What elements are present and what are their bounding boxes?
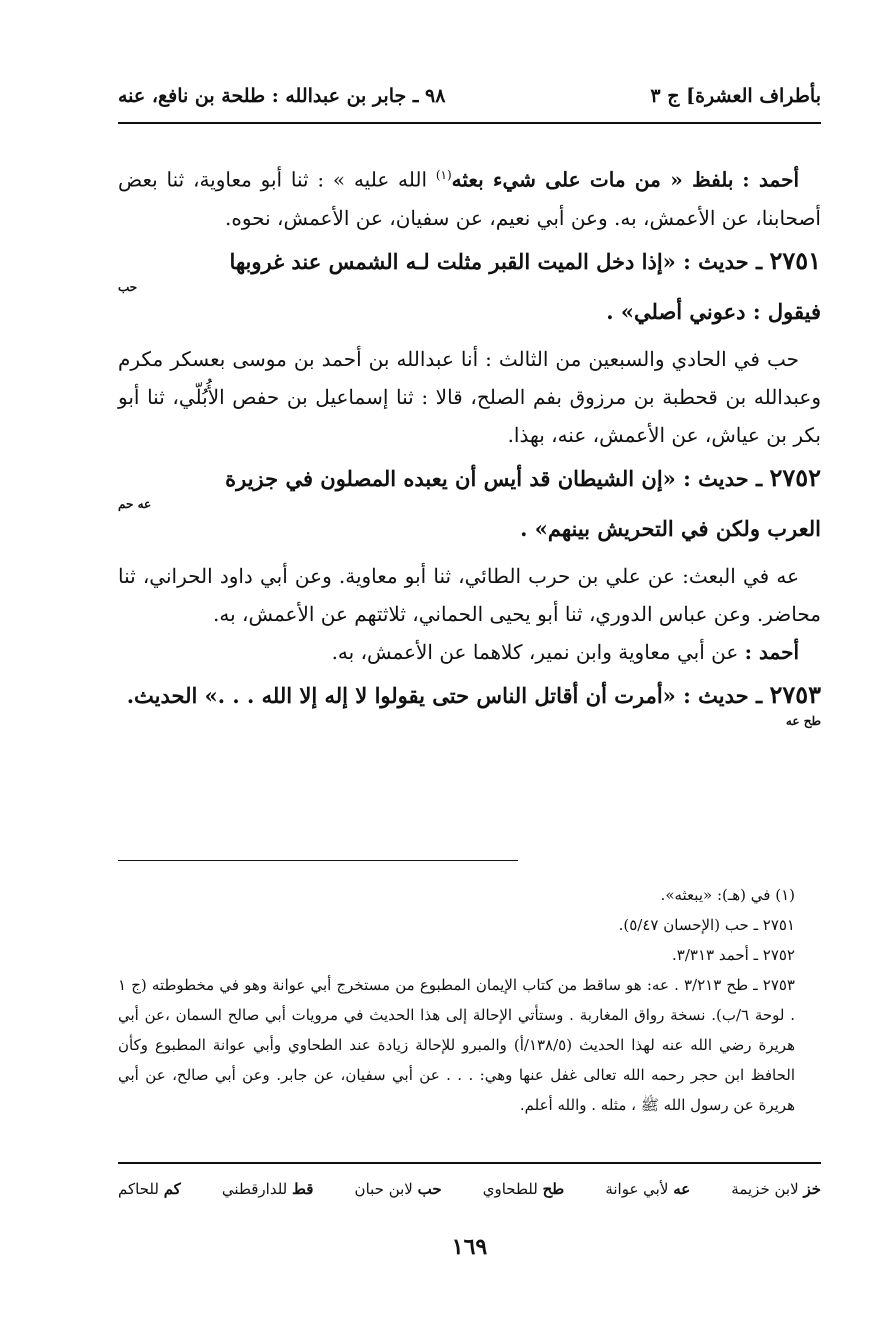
hadith-2751 [118,243,821,330]
abbreviation-item [731,1180,821,1198]
footnotes [118,880,821,1120]
abbreviation-item [355,1180,442,1198]
paragraph-text: الله عليه » : ثنا أبو معاوية، ثنا بعض أصحابنا، عن الأعمش، به. وعن أبي نعيم، عن سفيان، عن الأعمش، نحوه. [118,167,821,230]
paragraph-ahmad-2 [118,633,821,671]
abbreviation-key: حب [417,1180,442,1198]
footnote: ٢٧٥١ ـ حب (الإحسان ٥/٤٧). [618,916,795,934]
footnote: (١) في (هـ): «يبعثه». [660,886,795,904]
abbreviation-item [118,1180,181,1198]
hadith-number: ٢٧٥٣ [769,679,821,709]
paragraph-ahmad-1 [118,156,821,237]
paragraph-text: عن أبي معاوية وابن نمير، كلاهما عن الأعمش، به. [331,639,739,664]
abbreviation-key: عه [673,1180,691,1198]
source-label: حب [767,346,800,371]
header-book-title: بأطراف العشرة] ج ٣ [650,85,821,107]
footnote: ٢٧٥٢ ـ أحمد ٣/٣١٣. [672,946,795,964]
paragraph-text: في البعث: عن علي بن حرب الطائي، ثنا أبو معاوية. وعن أبي داود الحراني، ثنا محاضر. وعن عباس الدوري، ثنا أبو يحيى الحماني، ثلاثتهم عن الأعمش، به. [118,563,821,626]
abbreviations-rule [118,1162,821,1164]
hadith-text-continued: فيقول : دعوني أصلي» . [606,298,821,324]
footnote-rule [118,860,518,861]
hadith-sigla: حب [118,279,138,294]
source-label: أحمد : [742,167,800,192]
abbreviation-value: للطحاوي [482,1180,538,1198]
source-label: أحمد : [744,639,799,664]
hadith-text: ـ حديث : «إذا دخل الميت القبر مثلت لـه الشمس عند غروبها [229,248,763,274]
abbreviation-key: كم [163,1180,181,1198]
abbreviation-key: قط [292,1180,314,1198]
abbreviation-item [222,1180,314,1198]
abbreviation-value: للدارقطني [221,1180,288,1198]
abbreviations-legend [118,1180,821,1198]
hadith-2753 [118,677,821,728]
main-text [118,156,821,728]
abbreviation-value: لابن خزيمة [731,1180,799,1198]
header-section-title: ٩٨ ـ جابر بن عبدالله : طلحة بن نافع، عنه [118,85,446,107]
hadith-number: ٢٧٥١ [769,245,821,275]
hadith-2752 [118,460,821,547]
footnote: ٢٧٥٣ ـ طح ٣/٢١٣ . عه: هو ساقط من كتاب الإيمان المطبوع من مستخرج أبي عوانة وهو في مخطوطته (ج ١ . لوحة ٦/ب). نسخة رواق المغاربة . وستأتي الإحالة إلى هذا الحديث في مرويات أبي صالح السمان ،عن أبي هريرة رضي الله عنه لهذا الحديث (١٣٨/٥/أ) والمبرو للإحالة زيادة عند الطحاوي وأبي عوانة المطبوع وكأن الحافظ ابن حجر رحمه الله تعالى غفل عنها وهي: . . . عن أبي سفيان، عن جابر. وعن أبي صالح، عن أبي هريرة عن رسول الله ﷺ ، مثله . والله أعلم. [118,976,795,1114]
footnote-marker: (١) [435,168,452,182]
running-header [118,76,821,116]
hadith-sigla: طح عه [785,713,821,728]
page [118,0,821,1332]
hadith-text-continued: العرب ولكن في التحريش بينهم» . [520,515,821,541]
paragraph-awana [118,557,821,633]
paragraph-text: بلفظ « من مات على شيء بعثه [451,167,734,192]
abbreviation-value: للحاكم [118,1180,159,1198]
paragraph-text: في الحادي والسبعين من الثالث : أنا عبدالله بن أحمد بن موسى بعسكر مكرم وعبدالله بن قحطبة بن مرزوق بفم الصلح، قالا : ثنا إسماعيل بن حفص الأُبُلّي، ثنا أبو بكر بن عياش، عن الأعمش، عنه، بهذا. [118,346,821,447]
source-label: عه [776,563,799,588]
hadith-sigla: عه حم [118,496,152,511]
hadith-number: ٢٧٥٢ [769,462,821,492]
abbreviation-item [483,1180,564,1198]
hadith-text: ـ حديث : «إن الشيطان قد أيس أن يعبده المصلون في جزيرة [225,465,763,491]
hadith-text: ـ حديث : «أمرت أن أقاتل الناس حتى يقولوا لا إله إلا الله . . .» الحديث. [126,682,763,708]
abbreviation-value: لأبي عوانة [605,1180,669,1198]
abbreviation-item [605,1180,690,1198]
header-rule [118,122,821,124]
paragraph-hibban [118,340,821,454]
page-number: ١٦٩ [451,1234,488,1260]
abbreviation-key: طح [542,1180,565,1198]
abbreviation-key: خز [803,1180,821,1198]
abbreviation-value: لابن حبان [354,1180,413,1198]
